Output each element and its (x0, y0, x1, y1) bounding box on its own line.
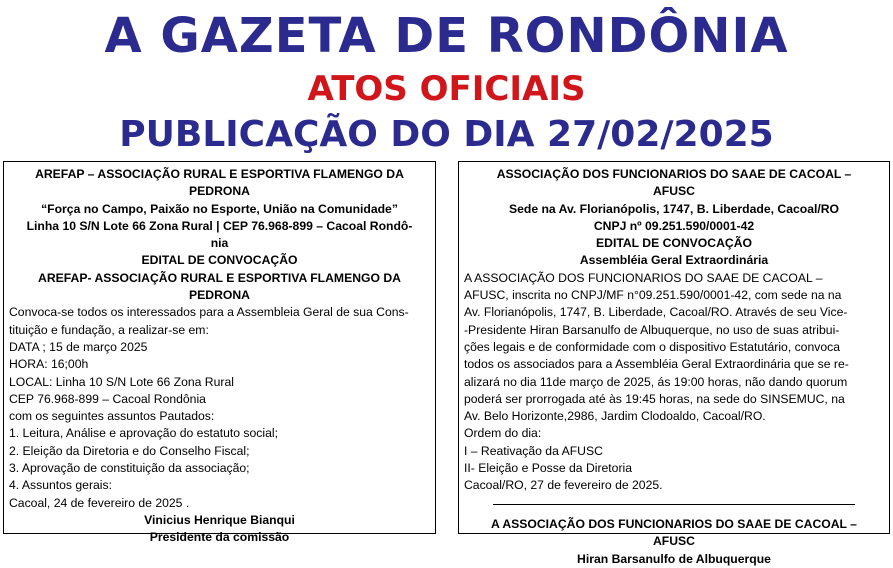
agenda-intro: Ordem do dia: (464, 426, 542, 441)
notice-subheading: Assembléia Geral Extraordinária (579, 253, 769, 268)
org-address: Sede na Av. Florianópolis, 1747, B. Liberdade, Cacoal/RO (508, 201, 840, 216)
signer-role: Presidente da comissão (149, 530, 290, 545)
body-text: alizará no dia 11de março de 2025, ás 19:00 horas, não dando quorum (464, 374, 848, 389)
meeting-date: DATA ; 15 de março 2025 (9, 339, 148, 354)
body-text: Av. Florianópolis, 1747, B. Liberdade, Cacoal/RO. Através de seu Vice- (464, 305, 848, 320)
list-item: I – Reativação da AFUSC (464, 443, 603, 458)
signer-name: Hiran Barsanulfo de Albuquerque (577, 551, 771, 566)
org-address-line: Linha 10 S/N Lote 66 Zona Rural | CEP 76.968-899 – Cacoal Rondô- (26, 218, 413, 233)
section-title: ATOS OFICIAIS (307, 69, 586, 109)
list-item: 1. Leitura, Análise e aprovação do estatuto social; (9, 426, 278, 441)
body-text: tituição e fundação, a realizar-se em: (9, 322, 209, 337)
org-name-line: AREFAP – ASSOCIAÇÃO RURAL E ESPORTIVA FLAMENGO DA (35, 167, 404, 181)
signer-org-line: A ASSOCIAÇÃO DOS FUNCIONARIOS DO SAAE DE CACOAL – (491, 516, 857, 531)
signer-org-line: AFUSC (653, 534, 695, 549)
place-date: Cacoal, 24 de fevereiro de 2025 . (9, 495, 190, 510)
body-text: todos os associados para a Assembléia Geral Extraordinária que se re- (464, 357, 849, 372)
publication-date: PUBLICAÇÃO DO DIA 27/02/2025 (119, 114, 774, 155)
org-cnpj: CNPJ nº 09.251.590/0001-42 (593, 218, 755, 233)
meeting-time: HORA: 16;00h (9, 357, 89, 372)
notice-afusc (458, 161, 890, 566)
org-name-line: ASSOCIAÇÃO DOS FUNCIONARIOS DO SAAE DE CACOAL – (496, 167, 852, 181)
list-item: 2. Eleição da Diretoria e do Conselho Fiscal; (9, 443, 250, 458)
org-motto: “Força no Campo, Paixão no Esporte, União na Comunidade” (41, 201, 398, 216)
signature-line (464, 495, 884, 516)
body-text: ções legais e de conformidade com o dispositivo Estatutário, convoca (464, 339, 840, 354)
list-item: 3. Aprovação de constituição da associação; (9, 461, 250, 476)
body-text: Av. Belo Horizonte,2986, Jardim Clodoaldo, Cacoal/RO. (464, 409, 766, 424)
topics-intro: com os seguintes assuntos Pautados: (9, 409, 215, 424)
body-text: A ASSOCIAÇÃO DOS FUNCIONARIOS DO SAAE DE CACOAL – (464, 270, 823, 285)
body-text: AFUSC, inscrita no CNPJ/MF n°09.251.590/0001-42, com sede na na (464, 288, 842, 303)
signer-name: Vinicius Henrique Bianqui (144, 512, 295, 527)
newspaper-title: A GAZETA DE RONDÔNIA (104, 8, 789, 64)
place-date: Cacoal/RO, 27 de fevereiro de 2025. (464, 478, 663, 493)
meeting-cep: CEP 76.968-899 – Cacoal Rondônia (9, 391, 206, 406)
org-name-line: PEDRONA (189, 184, 250, 199)
body-text: poderá ser prorrogada até às 19:45 horas, na sede do SINSEMUC, na (464, 391, 845, 406)
org-name-line: PEDRONA (189, 288, 250, 303)
list-item: 4. Assuntos gerais: (9, 478, 112, 493)
notice-arefap (3, 161, 436, 545)
notice-heading: EDITAL DE CONVOCAÇÃO (596, 236, 752, 251)
body-text: -Presidente Hiran Barsanulfo de Albuquerque, no uso de suas atribui- (464, 322, 840, 337)
list-item: II- Eleição e Posse da Diretoria (464, 461, 632, 476)
meeting-location: LOCAL: Linha 10 S/N Lote 66 Zona Rural (9, 374, 234, 389)
org-name-line: AFUSC (653, 184, 695, 199)
org-address-line: nia (210, 236, 229, 251)
body-text: Convoca-se todos os interessados para a Assembleia Geral de sua Cons- (9, 305, 409, 320)
notice-heading: EDITAL DE CONVOCAÇÃO (141, 253, 298, 268)
org-name-line: AREFAP- ASSOCIAÇÃO RURAL E ESPORTIVA FLAMENGO DA (38, 270, 401, 285)
